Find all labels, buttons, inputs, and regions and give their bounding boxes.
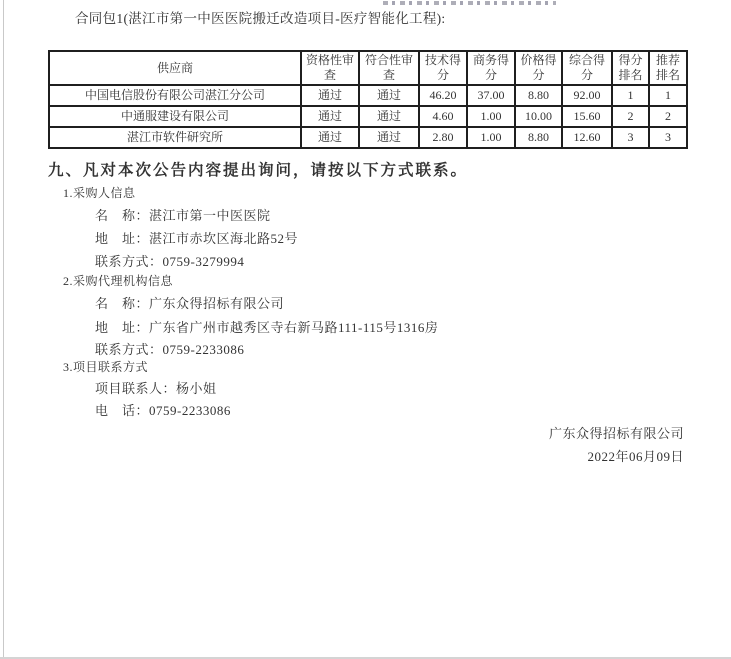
- cell-business: 1.00: [467, 106, 515, 127]
- purchaser-address: 地 址：湛江市赤坎区海北路52号: [95, 231, 299, 246]
- cell-technical: 4.60: [419, 106, 467, 127]
- clipped-text-fragment: [383, 1, 556, 5]
- cell-conformity: 通过: [359, 106, 419, 127]
- table-row: [49, 106, 687, 127]
- cell-recommend-rank: 1: [649, 85, 687, 106]
- cell-price: 10.00: [515, 106, 562, 127]
- cell-conformity: 通过: [359, 85, 419, 106]
- cell-qualification: 通过: [301, 106, 359, 127]
- contract-package-line: 合同包1(湛江市第一中医医院搬迁改造项目-医疗智能化工程):: [75, 11, 446, 26]
- table-row: [49, 85, 687, 106]
- agency-address: 地 址：广东省广州市越秀区寺右新马路111-115号1316房: [95, 320, 439, 335]
- cell-technical: 2.80: [419, 127, 467, 148]
- cell-score-rank: 2: [612, 106, 649, 127]
- cell-recommend-rank: 2: [649, 106, 687, 127]
- header-conformity-review: 符合性审查: [359, 51, 419, 85]
- cell-total: 12.60: [562, 127, 612, 148]
- cell-total: 92.00: [562, 85, 612, 106]
- cell-price: 8.80: [515, 85, 562, 106]
- signature-date: 2022年06月09日: [587, 449, 684, 464]
- cell-recommend-rank: 3: [649, 127, 687, 148]
- cell-supplier: 中国电信股份有限公司湛江分公司: [49, 85, 301, 106]
- purchaser-contact: 联系方式：0759-3279994: [95, 254, 245, 269]
- cell-total: 15.60: [562, 106, 612, 127]
- purchaser-name: 名 称：湛江市第一中医医院: [95, 208, 271, 223]
- signature-company: 广东众得招标有限公司: [548, 426, 684, 441]
- cell-conformity: 通过: [359, 127, 419, 148]
- agency-name: 名 称：广东众得招标有限公司: [95, 296, 285, 311]
- header-total-score: 综合得分: [562, 51, 612, 85]
- header-technical-score: 技术得分: [419, 51, 467, 85]
- table-header-row: [49, 51, 687, 85]
- header-qualification-review: 资格性审查: [301, 51, 359, 85]
- agency-info-title: 2.采购代理机构信息: [63, 274, 174, 288]
- page-left-border: [3, 0, 4, 659]
- cell-price: 8.80: [515, 127, 562, 148]
- cell-supplier: 中通服建设有限公司: [49, 106, 301, 127]
- cell-business: 1.00: [467, 127, 515, 148]
- cell-qualification: 通过: [301, 85, 359, 106]
- header-supplier: 供应商: [49, 51, 301, 85]
- cell-technical: 46.20: [419, 85, 467, 106]
- cell-qualification: 通过: [301, 127, 359, 148]
- cell-score-rank: 1: [612, 85, 649, 106]
- purchaser-info-title: 1.采购人信息: [63, 186, 136, 200]
- table-row: [49, 127, 687, 148]
- cell-score-rank: 3: [612, 127, 649, 148]
- header-recommend-rank: 推荐排名: [649, 51, 687, 85]
- project-contact-phone: 电 话：0759-2233086: [95, 403, 231, 418]
- header-business-score: 商务得分: [467, 51, 515, 85]
- header-score-rank: 得分排名: [612, 51, 649, 85]
- agency-contact: 联系方式：0759-2233086: [95, 342, 245, 357]
- section-nine-heading: 九、凡对本次公告内容提出询问，请按以下方式联系。: [48, 162, 469, 179]
- project-contact-person: 项目联系人：杨小姐: [95, 381, 217, 396]
- header-price-score: 价格得分: [515, 51, 562, 85]
- project-contact-title: 3.项目联系方式: [63, 360, 149, 374]
- supplier-score-table: [48, 50, 688, 149]
- cell-supplier: 湛江市软件研究所: [49, 127, 301, 148]
- cell-business: 37.00: [467, 85, 515, 106]
